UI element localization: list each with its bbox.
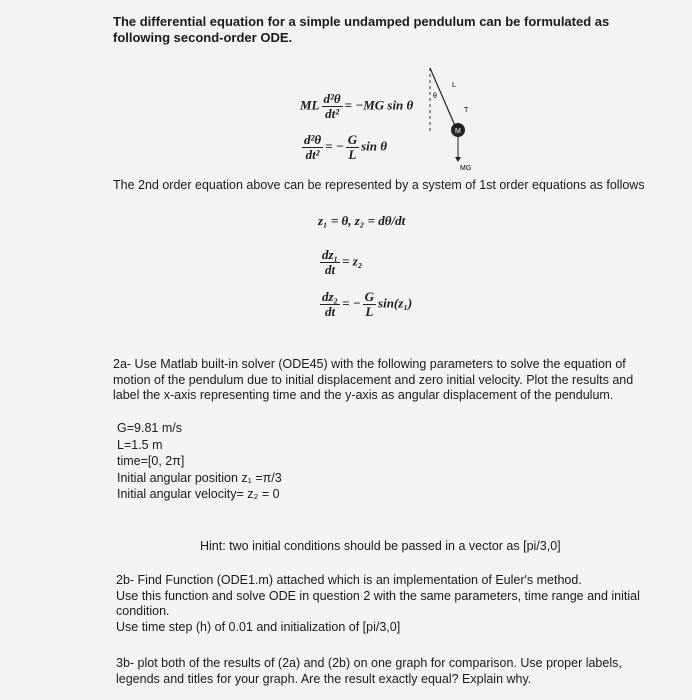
equation-2 [300, 133, 387, 162]
eqB-l: L [365, 304, 374, 319]
angle-label: θ [433, 93, 437, 100]
gravity-arrowhead [455, 157, 461, 162]
intro-text: The differential equation for a simple undamped pendulum can be formulated as following second-order ODE. [113, 14, 610, 45]
pendulum-figure [420, 62, 480, 172]
eq2-l: L [348, 147, 357, 162]
tension-label: T [464, 107, 469, 114]
eq2-sign: = − [325, 138, 344, 154]
hint-text: Hint: two initial conditions should be passed in a vector as [pi/3,0] [200, 539, 561, 553]
eq1-den: dt² [325, 106, 340, 121]
param-length: L=1.5 m [117, 437, 163, 452]
eq2-tail: sin θ [361, 138, 387, 154]
eqB-den: dt [324, 304, 336, 319]
bob-label: M [455, 128, 461, 135]
weight-label: MG [460, 165, 472, 172]
eqA-den: dt [324, 262, 336, 277]
eq1-num: d²θ [323, 91, 341, 106]
eq1-fraction [322, 92, 343, 121]
eq2-g: G [347, 132, 358, 147]
length-label: L [452, 82, 456, 89]
param-initial-velocity: Initial angular velocity= z₂ = 0 [117, 487, 280, 501]
eqB-tail: sin(z₁) [378, 295, 413, 311]
param-gravity: G=9.81 m/s [117, 421, 182, 435]
system-line-1: z₁ = θ, z₂ = dθ/dt [318, 213, 406, 228]
q2b-step: Use time step (h) of 0.01 and initialization of [pi/3,0] [116, 619, 401, 634]
eq2-fraction [302, 133, 323, 162]
q2b-body: Use this function and solve ODE in question 2 with the same parameters, time range and initial condition. [116, 588, 640, 618]
question-3b: 3b- plot both of the results of (2a) and (2b) on one graph for comparison. Use proper labels, legends and titles for your graph. Are the result exactly equal? Explain why. [116, 656, 622, 686]
eqB-gl-fraction [363, 290, 376, 319]
eqB-mid: = − [342, 295, 361, 311]
eq2-num: d²θ [304, 132, 322, 147]
eqA-fraction [320, 248, 340, 277]
question-2a: 2a- Use Matlab built-in solver (ODE45) with the following parameters to solve the equation of motion of the pendulum due to initial displacement and zero initial velocity. Plot the results and label the x-axis representing time and the y-axis as angular displacement of the pendulum. [113, 357, 634, 402]
eqB-fraction [320, 290, 340, 319]
eq1-coef: ML [300, 97, 320, 113]
q2b-title: 2b- Find Function (ODE1.m) attached which is an implementation of Euler's method. [116, 573, 582, 587]
eqA-rhs: = z₂ [342, 253, 363, 269]
system-equation-a [318, 248, 362, 277]
eq1-rhs: = −MG sin θ [344, 97, 414, 113]
eq2-gl-fraction [346, 133, 359, 162]
eqA-num: dz₁ [322, 247, 339, 262]
equation-1 [300, 92, 413, 121]
system-equation-b [318, 290, 412, 319]
eqB-g: G [364, 289, 375, 304]
param-time: time=[0, 2π] [117, 454, 185, 468]
question-2b [116, 573, 646, 635]
eq2-den: dt² [305, 147, 320, 162]
eqB-num: dz₂ [322, 289, 339, 304]
param-initial-position: Initial angular position z₁ =π/3 [117, 470, 282, 485]
system-intro: The 2nd order equation above can be represented by a system of 1st order equations as follows [113, 178, 645, 192]
parameter-list [117, 420, 282, 503]
